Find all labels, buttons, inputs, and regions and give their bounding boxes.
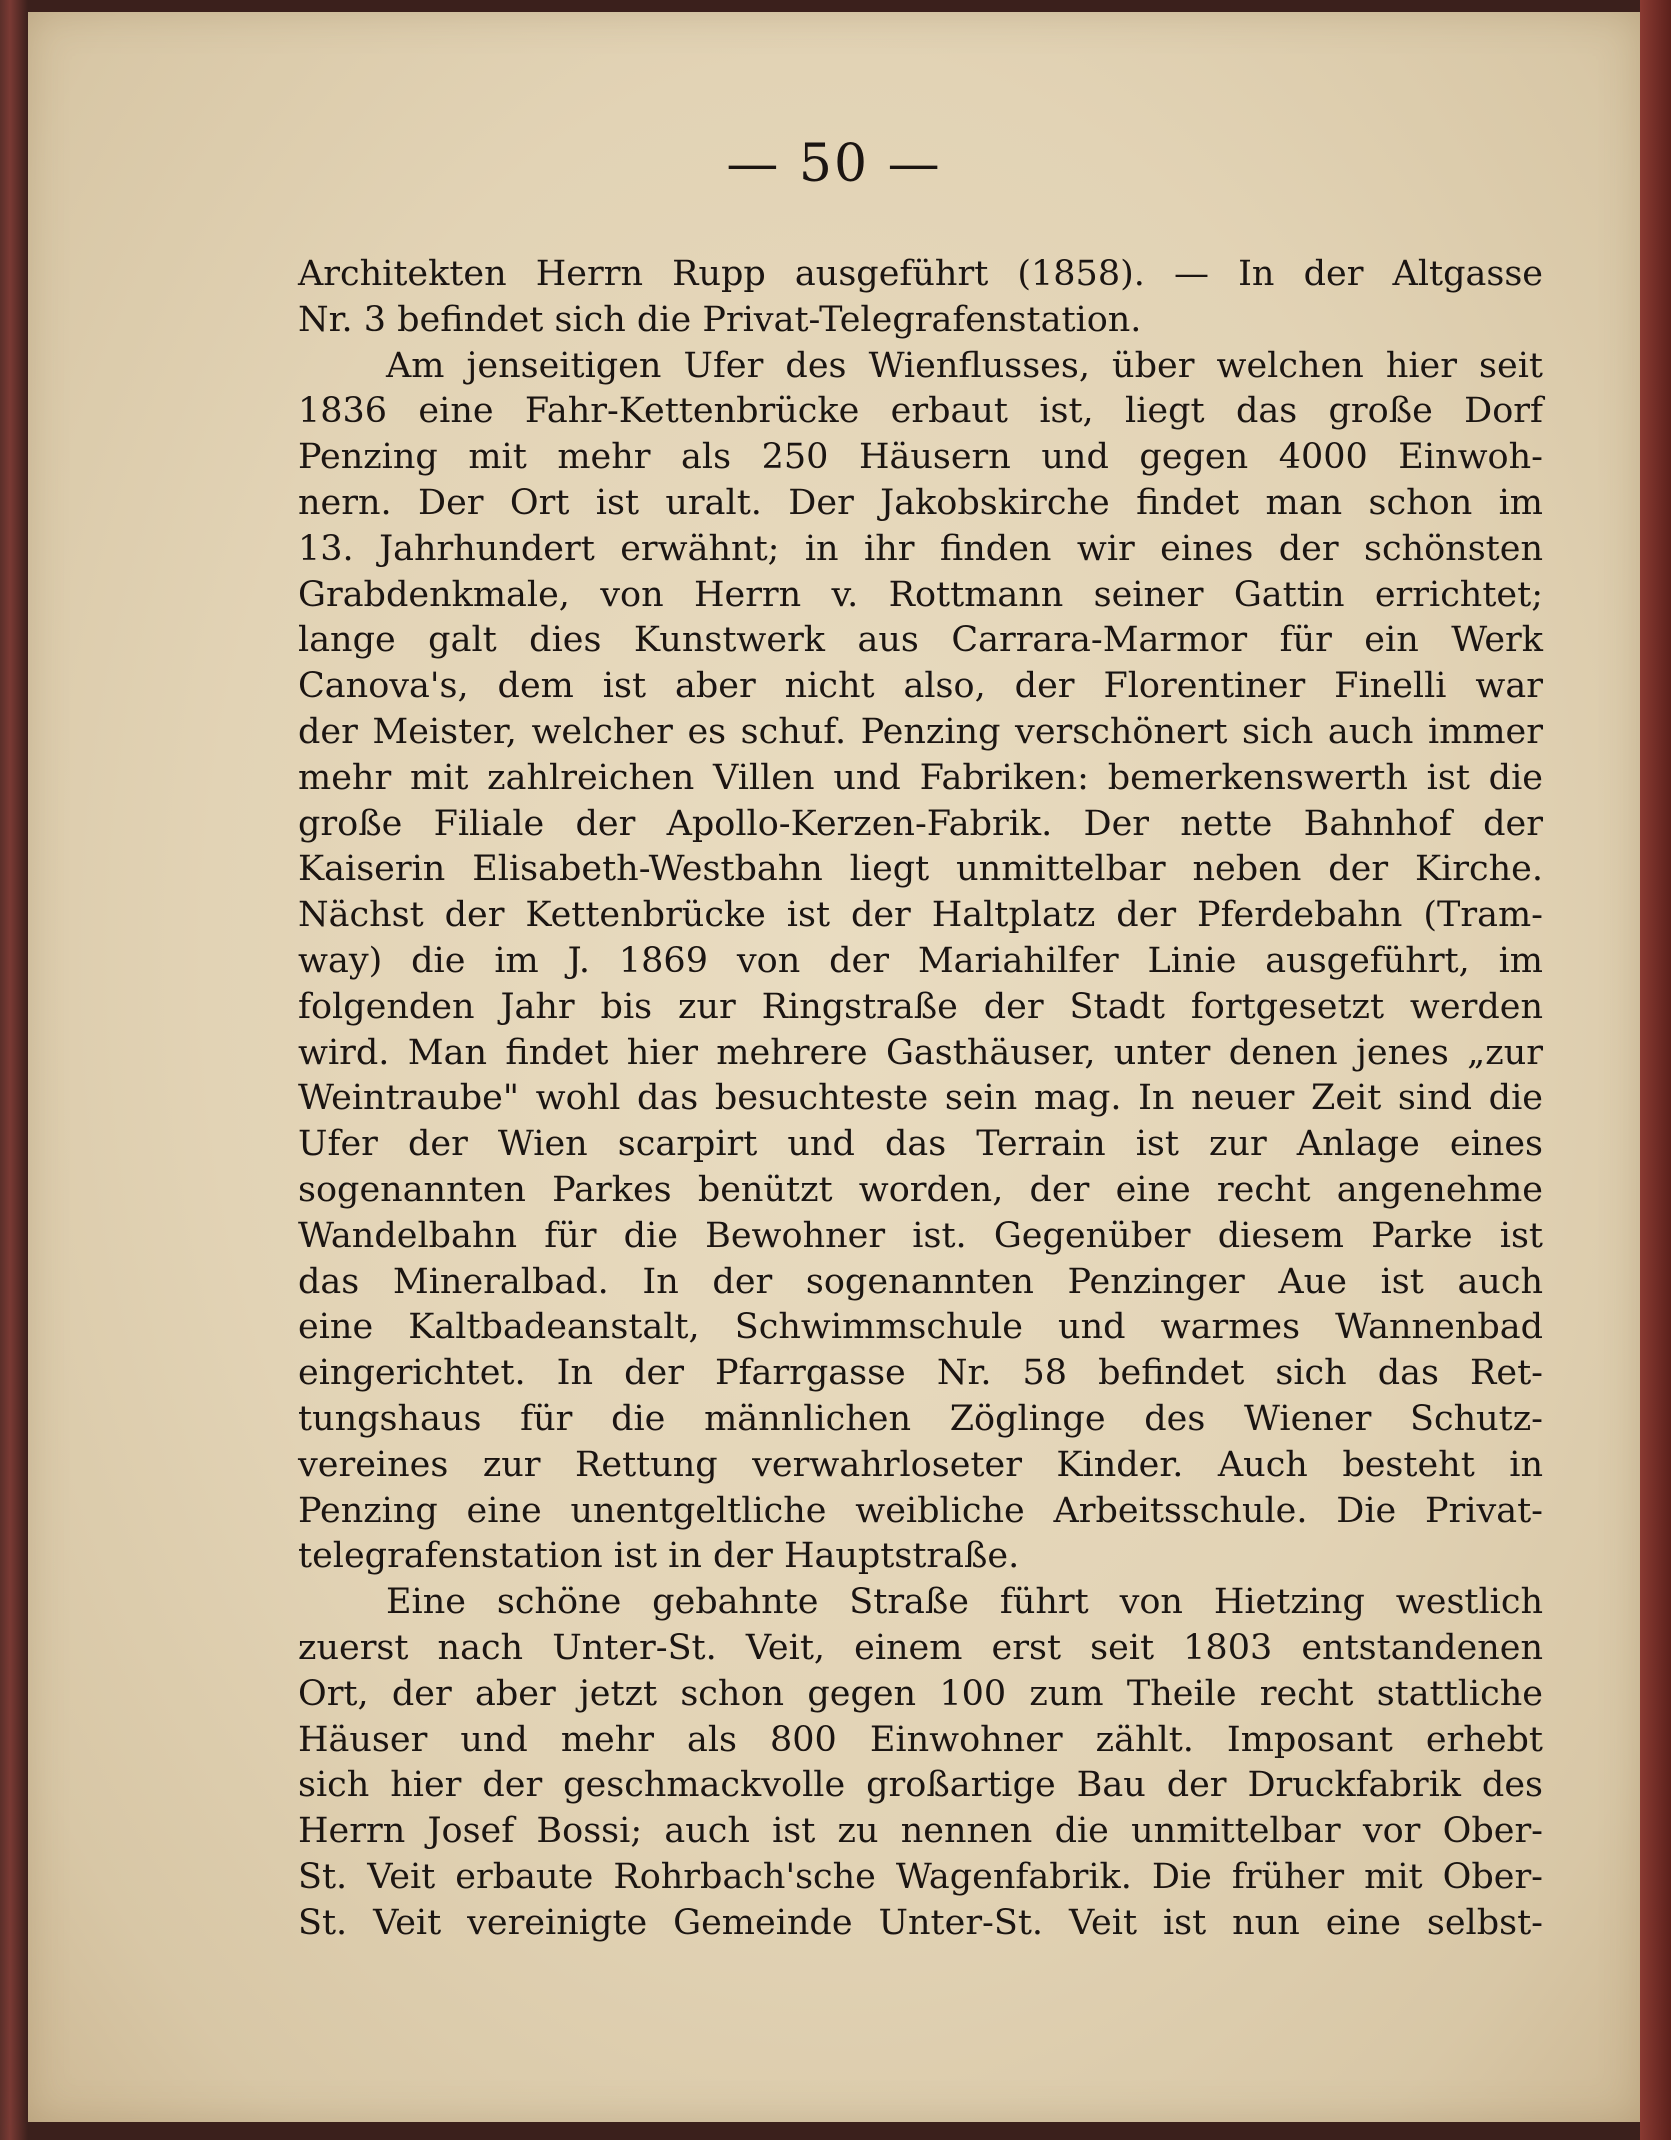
text-line: vereines zur Rettung verwahrloseter Kinder. Auch besteht in [298, 1444, 1543, 1485]
text-line: Am jenseitigen Ufer des Wienflusses, über welchen hier seit [386, 345, 1543, 386]
book-page [28, 12, 1640, 2122]
text-line: way) die im J. 1869 von der Mariahilfer Linie ausgeführt, im [298, 940, 1543, 981]
text-line: das Mineralbad. In der sogenannten Penzinger Aue ist auch [298, 1261, 1543, 1302]
text-line: sich hier der geschmackvolle großartige Bau der Druckfabrik des [298, 1765, 1543, 1806]
text-line: große Filiale der Apollo-Kerzen-Fabrik. Der nette Bahnhof der [298, 803, 1543, 844]
text-line: Architekten Herrn Rupp ausgeführt (1858). — In der Altgasse [298, 254, 1543, 294]
text-line: Ufer der Wien scarpirt und das Terrain ist zur Anlage eines [298, 1124, 1543, 1165]
text-line: Penzing mit mehr als 250 Häusern und gegen 4000 Einwoh- [298, 437, 1543, 478]
text-line: der Meister, welcher es schuf. Penzing verschönert sich auch immer [298, 711, 1543, 752]
text-line: folgenden Jahr bis zur Ringstraße der Stadt fortgesetzt werden [298, 986, 1543, 1027]
page-number: — 50 — [726, 134, 942, 194]
body-text [298, 252, 1543, 1946]
text-line: telegrafenstation ist in der Hauptstraße. [298, 1536, 1020, 1577]
text-line: Penzing eine unentgeltliche weibliche Arbeitsschule. Die Privat- [298, 1490, 1543, 1531]
text-line: eine Kaltbadeanstalt, Schwimmschule und warmes Wannenbad [298, 1307, 1543, 1348]
text-line: St. Veit vereinigte Gemeinde Unter-St. Veit ist nun eine selbst- [298, 1902, 1543, 1943]
text-line: mehr mit zahlreichen Villen und Fabriken: bemerkenswerth ist die [298, 757, 1543, 798]
text-line: Grabdenkmale, von Herrn v. Rottmann seiner Gattin errichtet; [298, 574, 1543, 615]
text-line: Eine schöne gebahnte Straße führt von Hietzing westlich [386, 1582, 1543, 1623]
text-line: lange galt dies Kunstwerk aus Carrara-Marmor für ein Werk [298, 620, 1543, 661]
page-edge [1640, 0, 1671, 2140]
text-line: eingerichtet. In der Pfarrgasse Nr. 58 befindet sich das Ret- [298, 1353, 1543, 1394]
text-line: St. Veit erbaute Rohrbach'sche Wagenfabrik. Die früher mit Ober- [298, 1856, 1543, 1897]
text-line: Wandelbahn für die Bewohner ist. Gegenüber diesem Parke ist [298, 1215, 1543, 1256]
text-line: sogenannten Parkes benützt worden, der eine recht angenehme [298, 1169, 1543, 1210]
text-line: Canova's, dem ist aber nicht also, der Florentiner Finelli war [298, 666, 1543, 707]
text-line: Nächst der Kettenbrücke ist der Haltplatz der Pferdebahn (Tram- [298, 895, 1543, 936]
text-line: Ort, der aber jetzt schon gegen 100 zum Theile recht stattliche [298, 1673, 1543, 1714]
text-line: tungshaus für die männlichen Zöglinge des Wiener Schutz- [298, 1398, 1543, 1439]
text-line: 1836 eine Fahr-Kettenbrücke erbaut ist, liegt das große Dorf [298, 391, 1543, 432]
text-line: Weintraube" wohl das besuchteste sein mag. In neuer Zeit sind die [298, 1078, 1543, 1119]
text-line: Häuser und mehr als 800 Einwohner zählt. Imposant erhebt [298, 1719, 1543, 1760]
text-line: 13. Jahrhundert erwähnt; in ihr finden wir eines der schönsten [298, 528, 1543, 569]
text-line: Nr. 3 befindet sich die Privat-Telegrafenstation. [298, 299, 1142, 340]
text-line: nern. Der Ort ist uralt. Der Jakobskirche findet man schon im [298, 482, 1543, 523]
text-line: wird. Man findet hier mehrere Gasthäuser, unter denen jenes „zur [298, 1032, 1543, 1073]
text-line: Herrn Josef Bossi; auch ist zu nennen die unmittelbar vor Ober- [298, 1811, 1543, 1852]
text-line: zuerst nach Unter-St. Veit, einem erst seit 1803 entstandenen [298, 1627, 1543, 1668]
text-line: Kaiserin Elisabeth-Westbahn liegt unmittelbar neben der Kirche. [298, 849, 1543, 890]
